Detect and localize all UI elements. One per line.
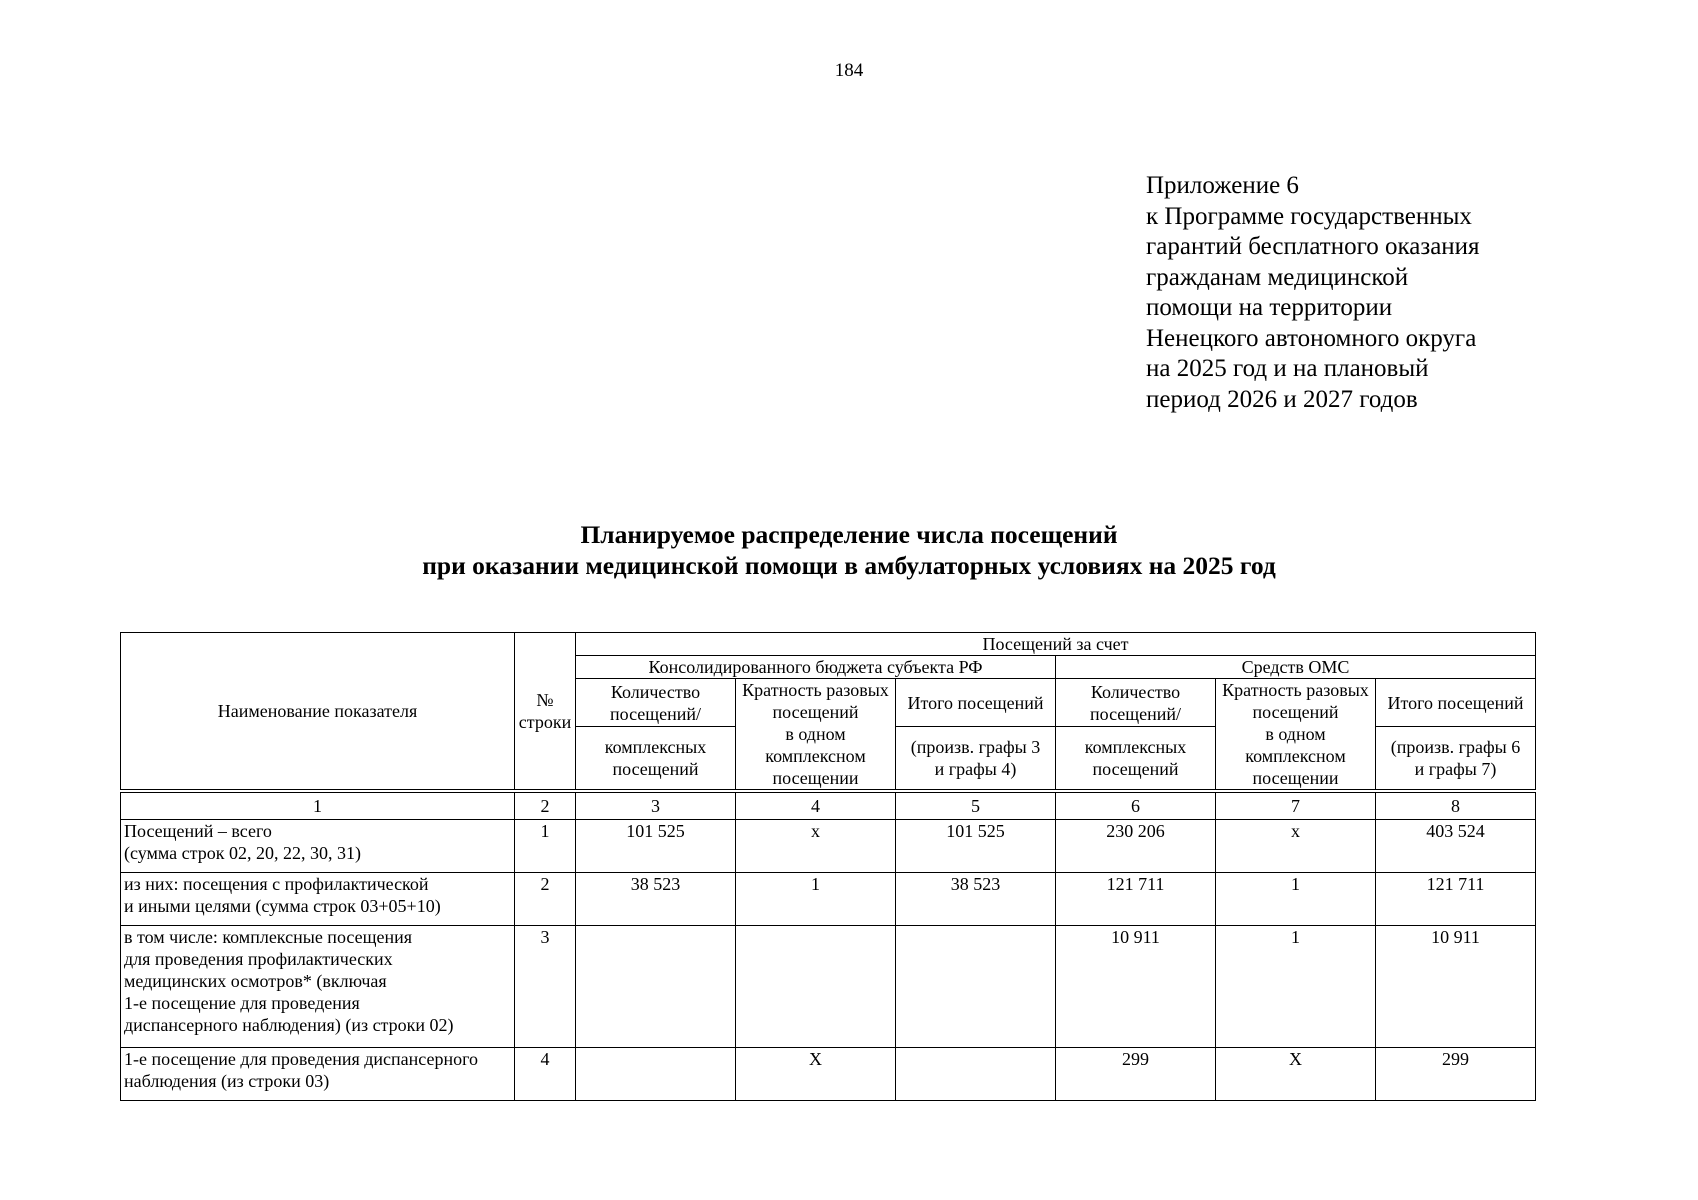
header-row-number-line: № bbox=[536, 690, 554, 710]
header-budget-group: Консолидированного бюджета субъекта РФ bbox=[576, 656, 1056, 679]
oms-multiplicity-cell: 1 bbox=[1216, 873, 1376, 926]
header-oms-total-bottom bbox=[1376, 727, 1536, 790]
appendix-note bbox=[1146, 171, 1566, 415]
row-number: 2 bbox=[515, 873, 576, 926]
table-row bbox=[121, 820, 1536, 873]
header-line: в одном bbox=[785, 724, 846, 744]
column-number: 7 bbox=[1216, 793, 1376, 820]
header-line: и графы 4) bbox=[934, 759, 1017, 779]
oms-multiplicity-cell: X bbox=[1216, 1048, 1376, 1101]
header-budget-qty-bottom bbox=[576, 727, 736, 790]
name-line: наблюдения (из строки 03) bbox=[124, 1071, 330, 1091]
oms-qty-cell: 121 711 bbox=[1056, 873, 1216, 926]
header-line: Количество bbox=[1090, 681, 1181, 702]
budget-multiplicity-cell: 1 bbox=[736, 873, 896, 926]
header-line: комплексных bbox=[1084, 737, 1187, 757]
budget-qty-cell: 101 525 bbox=[576, 820, 736, 873]
oms-qty-cell: 230 206 bbox=[1056, 820, 1216, 873]
oms-multiplicity-cell: 1 bbox=[1216, 926, 1376, 1048]
name-line: 1-е посещение для проведения bbox=[124, 993, 360, 1013]
budget-multiplicity-cell: x bbox=[736, 820, 896, 873]
budget-total-cell: 101 525 bbox=[896, 820, 1056, 873]
header-line: посещений bbox=[612, 759, 699, 779]
header-budget-qty-top bbox=[576, 679, 736, 727]
header-line: (произв. графы 3 bbox=[910, 737, 1041, 757]
oms-qty-cell: 299 bbox=[1056, 1048, 1216, 1101]
appendix-line: Приложение 6 bbox=[1146, 172, 1299, 199]
header-indicator: Наименование показателя bbox=[121, 633, 515, 790]
name-line: 1-е посещение для проведения диспансерного bbox=[124, 1049, 479, 1069]
row-indicator-name bbox=[121, 820, 515, 873]
row-number: 4 bbox=[515, 1048, 576, 1101]
table-row bbox=[121, 926, 1536, 1048]
appendix-line: Ненецкого автономного округа bbox=[1146, 324, 1477, 352]
title-line-1: Планируемое распределение числа посещений bbox=[580, 520, 1118, 549]
header-line: Количество bbox=[610, 681, 701, 702]
table-row bbox=[121, 873, 1536, 926]
row-indicator-name bbox=[121, 1048, 515, 1101]
visits-distribution-table bbox=[120, 632, 1536, 1101]
name-line: (сумма строк 02, 20, 22, 30, 31) bbox=[124, 843, 361, 863]
header-row-1 bbox=[121, 633, 1536, 656]
name-line: медицинских осмотров* (включая bbox=[124, 971, 387, 991]
title-line-2: при оказании медицинской помощи в амбулаторных условиях на 2025 год bbox=[422, 551, 1276, 580]
row-indicator-name bbox=[121, 926, 515, 1048]
name-line: для проведения профилактических bbox=[124, 949, 393, 969]
oms-qty-cell: 10 911 bbox=[1056, 926, 1216, 1048]
column-number: 2 bbox=[515, 793, 576, 820]
name-line: и иными целями (сумма строк 03+05+10) bbox=[124, 896, 441, 916]
header-line: и графы 7) bbox=[1414, 759, 1497, 779]
table-row bbox=[121, 1048, 1536, 1101]
header-oms-total-top: Итого посещений bbox=[1376, 679, 1536, 727]
name-line: из них: посещения с профилактической bbox=[124, 874, 429, 894]
budget-multiplicity-cell bbox=[736, 926, 896, 1048]
appendix-line: период 2026 и 2027 годов bbox=[1146, 385, 1418, 413]
header-budget-total-top: Итого посещений bbox=[896, 679, 1056, 727]
row-indicator-name bbox=[121, 873, 515, 926]
header-line: (произв. графы 6 bbox=[1390, 737, 1521, 757]
header-line: посещений bbox=[772, 702, 859, 722]
column-number: 4 bbox=[736, 793, 896, 820]
budget-multiplicity-cell: X bbox=[736, 1048, 896, 1101]
oms-total-cell: 121 711 bbox=[1376, 873, 1536, 926]
header-oms-group: Средств ОМС bbox=[1056, 656, 1536, 679]
oms-multiplicity-cell: x bbox=[1216, 820, 1376, 873]
row-number: 3 bbox=[515, 926, 576, 1048]
header-line: посещений bbox=[1092, 759, 1179, 779]
oms-total-cell: 403 524 bbox=[1376, 820, 1536, 873]
header-line: посещений/ bbox=[1089, 703, 1182, 724]
name-line: в том числе: комплексные посещения bbox=[124, 927, 412, 947]
budget-total-cell bbox=[896, 1048, 1056, 1101]
header-line: комплексном bbox=[1245, 746, 1346, 766]
header-line: комплексном bbox=[765, 746, 866, 766]
oms-total-cell: 299 bbox=[1376, 1048, 1536, 1101]
header-oms-qty-top bbox=[1056, 679, 1216, 727]
header-row-number-line: строки bbox=[518, 712, 572, 732]
column-number: 3 bbox=[576, 793, 736, 820]
header-budget-multiplicity bbox=[736, 679, 896, 790]
budget-total-cell: 38 523 bbox=[896, 873, 1056, 926]
column-number: 8 bbox=[1376, 793, 1536, 820]
row-number: 1 bbox=[515, 820, 576, 873]
header-row-number bbox=[515, 633, 576, 790]
oms-total-cell: 10 911 bbox=[1376, 926, 1536, 1048]
page-number: 184 bbox=[834, 60, 864, 81]
budget-total-cell bbox=[896, 926, 1056, 1048]
header-line: Кратность разовых bbox=[1222, 680, 1369, 700]
header-line: посещении bbox=[1252, 768, 1339, 788]
appendix-line: гражданам медицинской bbox=[1146, 263, 1409, 291]
column-number: 6 bbox=[1056, 793, 1216, 820]
appendix-line: гарантий бесплатного оказания bbox=[1146, 233, 1480, 260]
name-line: диспансерного наблюдения) (из строки 02) bbox=[124, 1015, 454, 1035]
header-visits-funded-by: Посещений за счет bbox=[576, 633, 1536, 656]
header-line: комплексных bbox=[604, 737, 707, 757]
column-number: 1 bbox=[121, 793, 515, 820]
header-line: Кратность разовых bbox=[742, 680, 889, 700]
budget-qty-cell bbox=[576, 926, 736, 1048]
header-budget-total-bottom bbox=[896, 727, 1056, 790]
column-number-row bbox=[121, 793, 1536, 820]
appendix-line: на 2025 год и на плановый bbox=[1146, 355, 1429, 382]
document-title bbox=[0, 519, 1698, 581]
header-line: посещений bbox=[1252, 702, 1339, 722]
header-oms-multiplicity bbox=[1216, 679, 1376, 790]
budget-qty-cell: 38 523 bbox=[576, 873, 736, 926]
header-oms-qty-bottom bbox=[1056, 727, 1216, 790]
budget-qty-cell bbox=[576, 1048, 736, 1101]
header-line: в одном bbox=[1265, 724, 1326, 744]
name-line: Посещений – всего bbox=[124, 821, 272, 841]
appendix-line: помощи на территории bbox=[1146, 294, 1393, 321]
column-number: 5 bbox=[896, 793, 1056, 820]
appendix-line: к Программе государственных bbox=[1146, 202, 1472, 230]
header-line: посещений/ bbox=[609, 703, 702, 724]
header-line: посещении bbox=[772, 768, 859, 788]
